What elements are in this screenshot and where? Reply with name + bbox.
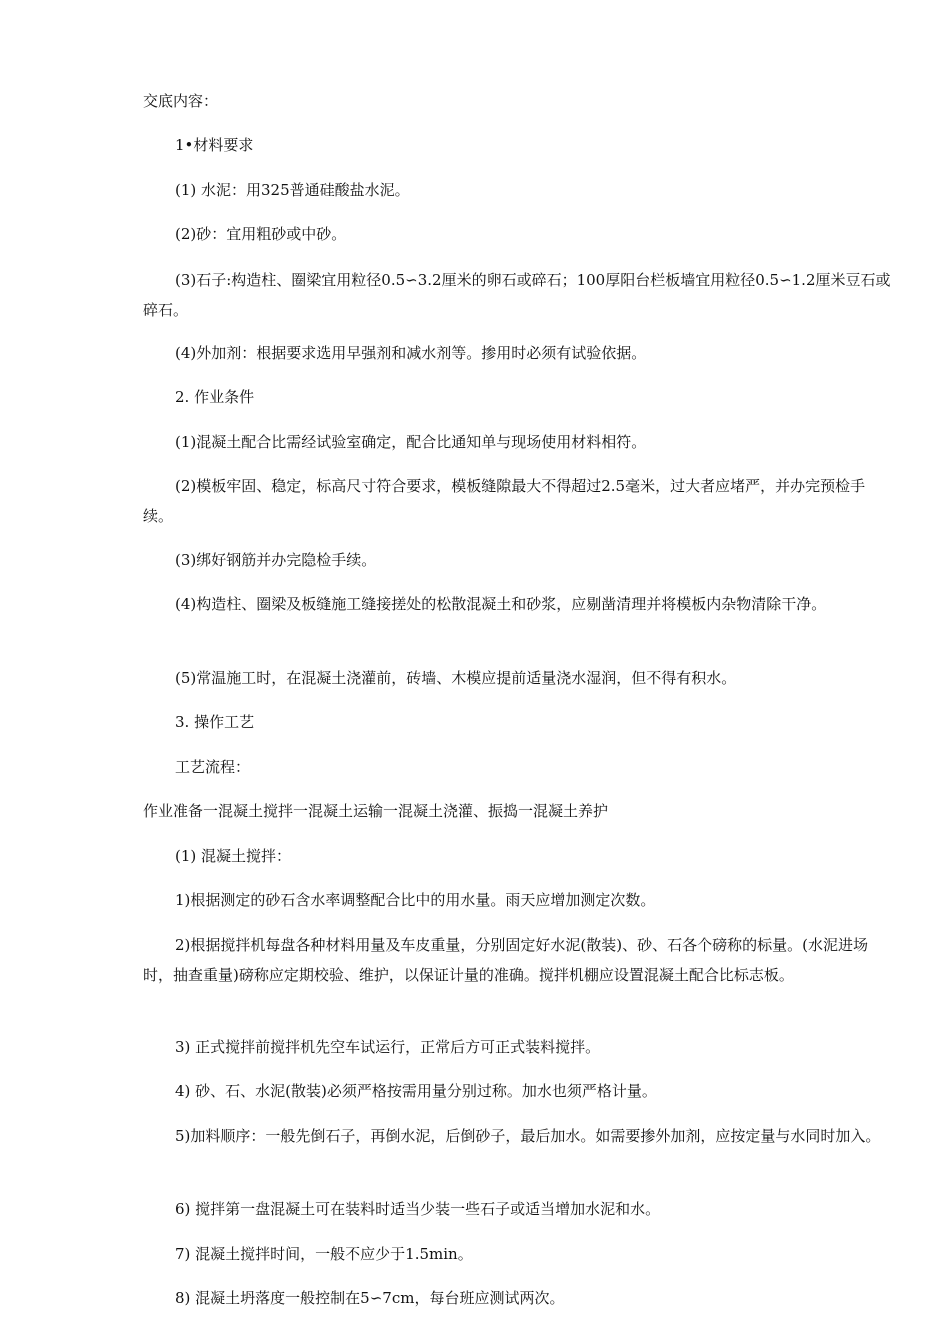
paragraph-cement: (1) 水泥：用325普通硅酸盐水泥。: [175, 181, 410, 199]
section-heading-conditions: 2. 作业条件: [175, 388, 255, 406]
paragraph-step-3: 3) 正式搅拌前搅拌机先空车试运行，正常后方可正式装料搅拌。: [175, 1038, 601, 1056]
paragraph-formwork: (2)模板牢固、稳定，标高尺寸符合要求，模板缝隙最大不得超过2.5毫米，过大者应堵严，并办完预检手续。: [143, 477, 866, 525]
paragraph-rebar: (3)绑好钢筋并办完隐检手续。: [175, 551, 377, 569]
paragraph-wetting: (5)常温施工时，在混凝土浇灌前，砖墙、木模应提前适量浇水湿润，但不得有积水。: [175, 669, 737, 687]
paragraph-step-7: 7) 混凝土搅拌时间，一般不应少于1.5min。: [175, 1245, 473, 1263]
paragraph-step-8: 8) 混凝土坍落度一般控制在5∽7cm，每台班应测试两次。: [175, 1289, 565, 1307]
subheading-mixing: (1) 混凝土搅拌：: [175, 847, 292, 865]
paragraph-flow-label: 工艺流程：: [175, 758, 251, 776]
section-heading-materials: 1•材料要求: [175, 136, 254, 154]
paragraph-stone: (3)石子:构造柱、圈梁宜用粒径0.5∽3.2厘米的卵石或碎石；100厚阳台栏板墙宜用粒径0.5∽1.2厘米豆石或碎石。: [143, 271, 891, 319]
paragraph-step-4: 4) 砂、石、水泥(散装)必须严格按需用量分别过称。加水也须严格计量。: [175, 1082, 657, 1100]
paragraph-step-6: 6) 搅拌第一盘混凝土可在装料时适当少装一些石子或适当增加水泥和水。: [175, 1200, 661, 1218]
paragraph-admixture: (4)外加剂：根据要求选用早强剂和减水剂等。掺用时必须有试验依据。: [175, 344, 647, 362]
paragraph-joints: (4)构造柱、圈梁及板缝施工缝接搓处的松散混凝土和砂浆，应剔凿清理并将模板内杂物清除干净。: [175, 595, 827, 613]
paragraph-sand: (2)砂：宜用粗砂或中砂。: [175, 225, 347, 243]
paragraph-step-5: 5)加料顺序：一般先倒石子，再倒水泥，后倒砂子，最后加水。如需要掺外加剂，应按定量与水同时加入。: [175, 1127, 881, 1145]
paragraph-step-2: 2)根据搅拌机每盘各种材料用量及车皮重量，分别固定好水泥(散装)、砂、石各个磅称的标量。(水泥进场时，抽查重量)磅称应定期校验、维护，以保证计量的准确。搅拌机棚应设置混凝土配合比标志板。: [143, 936, 868, 984]
paragraph-step-1: 1)根据测定的砂石含水率调整配合比中的用水量。雨天应增加测定次数。: [175, 891, 656, 909]
section-heading-process: 3. 操作工艺: [175, 713, 255, 731]
paragraph-mix-ratio: (1)混凝土配合比需经试验室确定，配合比通知单与现场使用材料相符。: [175, 433, 647, 451]
paragraph-flow-steps: 作业准备一混凝土搅拌一混凝土运输一混凝土浇灌、振捣一混凝土养护: [143, 802, 609, 820]
paragraph-disclosure-heading: 交底内容：: [143, 92, 219, 110]
